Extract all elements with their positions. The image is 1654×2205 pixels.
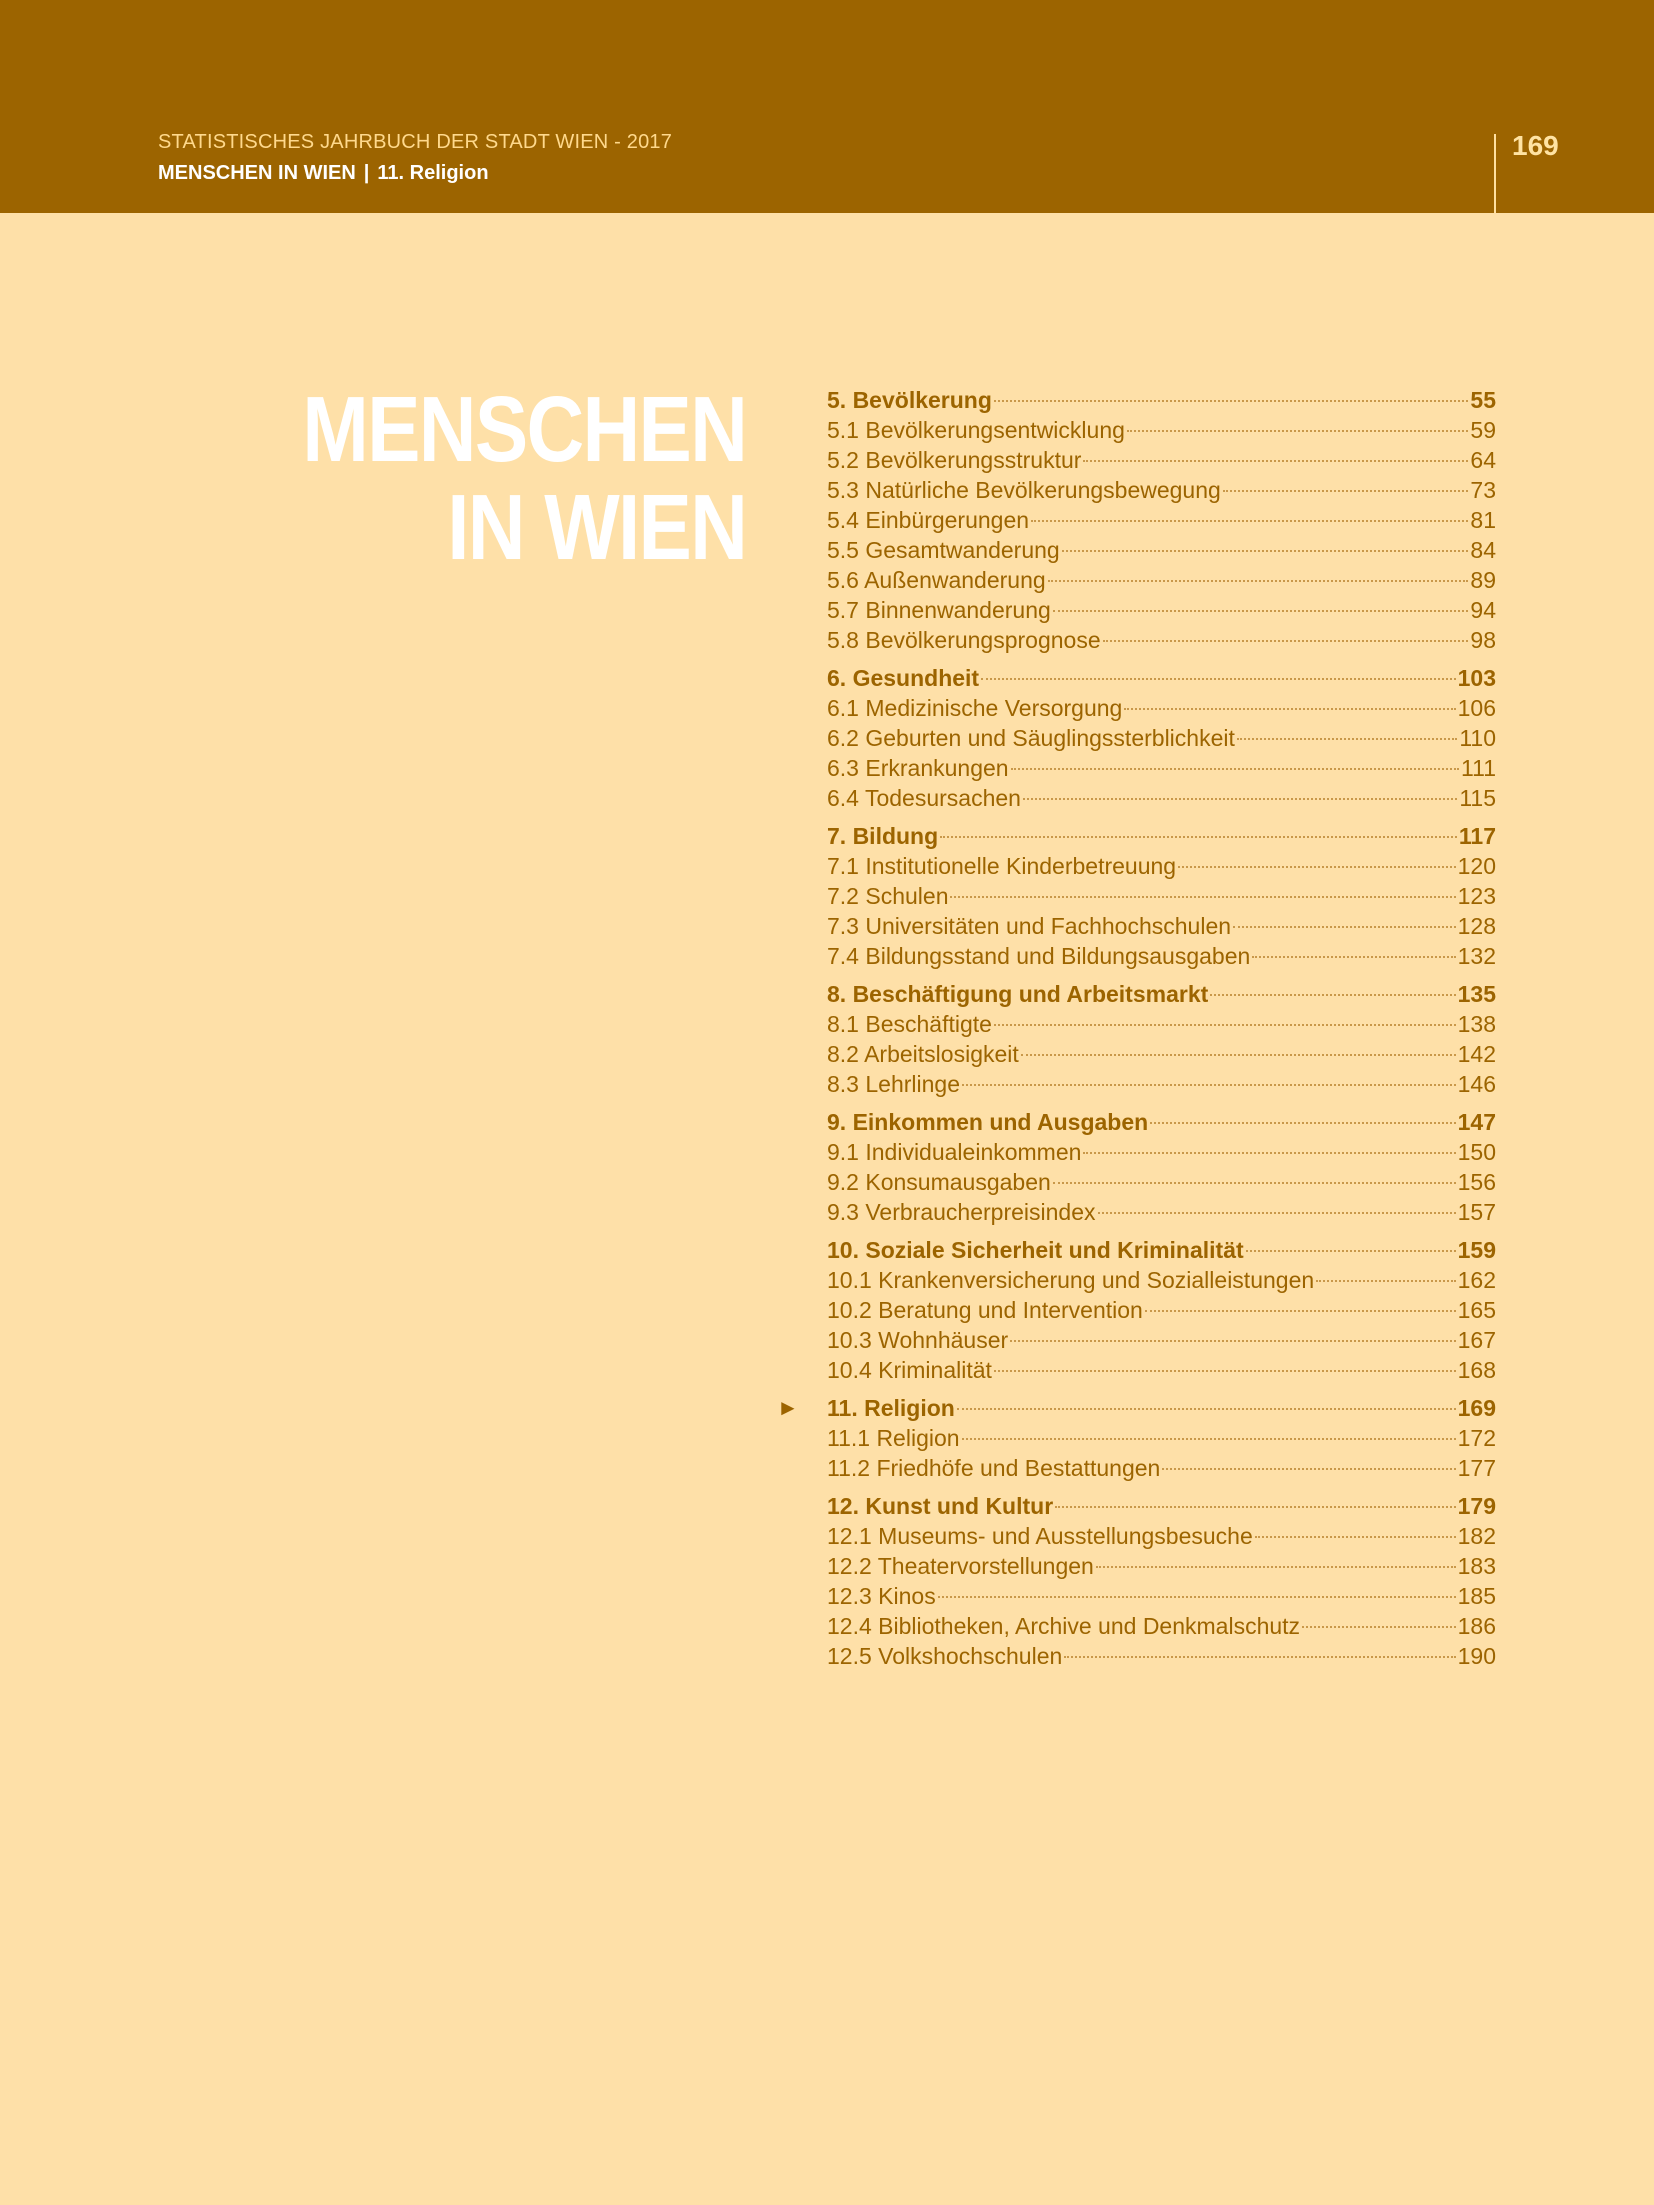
toc-entry-page: 59 xyxy=(1470,417,1496,443)
toc-subentry[interactable] xyxy=(827,625,1496,655)
dot-leader xyxy=(950,896,1455,898)
dot-leader xyxy=(1023,798,1457,800)
dot-leader xyxy=(1021,1054,1456,1056)
toc-entry-page: 128 xyxy=(1457,913,1496,939)
toc-chapter-group xyxy=(827,979,1496,1099)
toc-entry-page: 64 xyxy=(1470,447,1496,473)
dot-leader xyxy=(1316,1280,1455,1282)
toc-entry-page: 135 xyxy=(1457,981,1496,1007)
toc-entry-label: 5.6 Außenwanderung xyxy=(827,567,1046,593)
dot-leader xyxy=(1302,1626,1456,1628)
toc-chapter-entry[interactable] xyxy=(827,1491,1496,1521)
toc-subentry[interactable] xyxy=(827,535,1496,565)
toc-subentry[interactable] xyxy=(827,851,1496,881)
toc-entry-label: 12. Kunst und Kultur xyxy=(827,1493,1054,1519)
toc-entry-label: 5.7 Binnenwanderung xyxy=(827,597,1051,623)
toc-entry-label: 9.2 Konsumausgaben xyxy=(827,1169,1051,1195)
toc-entry-page: 157 xyxy=(1457,1199,1496,1225)
toc-entry-page: 110 xyxy=(1459,725,1496,751)
toc-subentry[interactable] xyxy=(827,1137,1496,1167)
toc-entry-label: 10.2 Beratung und Intervention xyxy=(827,1297,1143,1323)
toc-chapter-group xyxy=(827,1107,1496,1227)
toc-subentry[interactable] xyxy=(827,1611,1496,1641)
toc-entry-page: 182 xyxy=(1457,1523,1496,1549)
toc-chapter-group xyxy=(827,1491,1496,1671)
toc-subentry[interactable] xyxy=(827,1039,1496,1069)
toc-entry-page: 162 xyxy=(1457,1267,1496,1293)
toc-subentry[interactable] xyxy=(827,1551,1496,1581)
table-of-contents xyxy=(777,385,1496,1679)
dot-leader xyxy=(1255,1536,1456,1538)
toc-entry-label: 11.1 Religion xyxy=(827,1425,960,1451)
toc-entry-label: 12.4 Bibliotheken, Archive und Denkmalschutz xyxy=(827,1613,1301,1639)
toc-entry-page: 159 xyxy=(1457,1237,1496,1263)
dot-leader xyxy=(940,836,1457,838)
toc-entry-label: 10.1 Krankenversicherung und Sozialleistungen xyxy=(827,1267,1315,1293)
toc-chapter-entry[interactable] xyxy=(827,1107,1496,1137)
toc-subentry[interactable] xyxy=(827,415,1496,445)
toc-entry-page: 185 xyxy=(1457,1583,1496,1609)
toc-entry-page: 117 xyxy=(1458,823,1496,849)
toc-entry-page: 81 xyxy=(1470,507,1496,533)
toc-entry-label: 7.1 Institutionelle Kinderbetreuung xyxy=(827,853,1177,879)
dot-leader xyxy=(1053,1182,1456,1184)
toc-entry-label: 10.3 Wohnhäuser xyxy=(827,1327,1009,1353)
toc-entry-label: 6.3 Erkrankungen xyxy=(827,755,1009,781)
toc-chapter-entry[interactable] xyxy=(827,1235,1496,1265)
toc-entry-page: 146 xyxy=(1457,1071,1496,1097)
toc-entry-page: 150 xyxy=(1457,1139,1496,1165)
toc-entry-label: 12.5 Volkshochschulen xyxy=(827,1643,1063,1669)
dot-leader xyxy=(1096,1566,1456,1568)
toc-entry-page: 183 xyxy=(1457,1553,1496,1579)
toc-entry-label: 6.1 Medizinische Versorgung xyxy=(827,695,1123,721)
section-title xyxy=(302,377,746,579)
toc-subentry[interactable] xyxy=(827,1069,1496,1099)
toc-entry-label: 5.5 Gesamtwanderung xyxy=(827,537,1060,563)
toc-subentry[interactable] xyxy=(827,1197,1496,1227)
dot-leader xyxy=(1233,926,1456,928)
section-title-line1: MENSCHEN xyxy=(302,377,746,481)
toc-entry-label: 7.3 Universitäten und Fachhochschulen xyxy=(827,913,1232,939)
toc-entry-label: 5.1 Bevölkerungsentwicklung xyxy=(827,417,1125,443)
breadcrumb-section: MENSCHEN IN WIEN xyxy=(158,162,356,184)
dot-leader xyxy=(1083,1152,1455,1154)
toc-subentry[interactable] xyxy=(827,753,1496,783)
dot-leader xyxy=(994,1024,1456,1026)
dot-leader xyxy=(1162,1468,1455,1470)
toc-subentry[interactable] xyxy=(827,783,1496,813)
toc-subentry[interactable] xyxy=(827,881,1496,911)
dot-leader xyxy=(1237,738,1457,740)
toc-entry-label: 9.1 Individualeinkommen xyxy=(827,1139,1082,1165)
toc-entry-page: 169 xyxy=(1457,1395,1496,1421)
toc-entry-page: 55 xyxy=(1470,387,1496,413)
toc-entry-page: 156 xyxy=(1457,1169,1496,1195)
toc-subentry[interactable] xyxy=(827,941,1496,971)
toc-subentry[interactable] xyxy=(827,723,1496,753)
current-chapter-arrow-icon: ► xyxy=(777,1395,799,1420)
dot-leader xyxy=(1145,1310,1456,1312)
toc-entry-page: 103 xyxy=(1457,665,1496,691)
toc-subentry[interactable] xyxy=(827,1521,1496,1551)
toc-subentry[interactable] xyxy=(827,565,1496,595)
dot-leader xyxy=(1048,580,1469,582)
toc-subentry[interactable] xyxy=(827,911,1496,941)
toc-entry-label: 9. Einkommen und Ausgaben xyxy=(827,1109,1149,1135)
breadcrumb-chapter: 11. Religion xyxy=(377,162,489,184)
toc-entry-label: 5.2 Bevölkerungsstruktur xyxy=(827,447,1082,473)
toc-subentry[interactable] xyxy=(827,1295,1496,1325)
dot-leader xyxy=(1031,520,1468,522)
toc-entry-page: 73 xyxy=(1470,477,1496,503)
dot-leader xyxy=(994,400,1469,402)
toc-entry-label: 8.3 Lehrlinge xyxy=(827,1071,960,1097)
toc-chapter-group xyxy=(827,1235,1496,1385)
dot-leader xyxy=(1252,956,1455,958)
toc-entry-label: 12.3 Kinos xyxy=(827,1583,936,1609)
toc-entry-page: 142 xyxy=(1457,1041,1496,1067)
toc-entry-label: 5.8 Bevölkerungsprognose xyxy=(827,627,1101,653)
toc-entry-page: 84 xyxy=(1470,537,1496,563)
toc-entry-page: 132 xyxy=(1457,943,1496,969)
toc-entry-page: 167 xyxy=(1457,1327,1496,1353)
toc-entry-label: 6. Gesundheit xyxy=(827,665,980,691)
toc-entry-label: 5.4 Einbürgerungen xyxy=(827,507,1030,533)
dot-leader xyxy=(962,1084,1456,1086)
toc-entry-page: 177 xyxy=(1457,1455,1496,1481)
toc-entry-page: 94 xyxy=(1470,597,1496,623)
toc-entry-page: 123 xyxy=(1457,883,1496,909)
toc-subentry[interactable] xyxy=(827,1265,1496,1295)
toc-subentry[interactable] xyxy=(827,1167,1496,1197)
dot-leader xyxy=(1127,430,1469,432)
toc-chapter-group xyxy=(777,1393,1496,1483)
toc-entry-page: 186 xyxy=(1457,1613,1496,1639)
toc-entry-page: 147 xyxy=(1457,1109,1496,1135)
page-number: 169 xyxy=(1512,130,1559,161)
toc-subentry[interactable] xyxy=(827,1453,1496,1483)
dot-leader xyxy=(1223,490,1469,492)
toc-entry-label: 10.4 Kriminalität xyxy=(827,1357,992,1383)
dot-leader xyxy=(1062,550,1469,552)
dot-leader xyxy=(981,678,1456,680)
toc-subentry[interactable] xyxy=(827,1355,1496,1385)
toc-chapter-entry[interactable] xyxy=(827,979,1496,1009)
toc-entry-label: 7. Bildung xyxy=(827,823,939,849)
toc-chapter-entry[interactable] xyxy=(827,821,1496,851)
dot-leader xyxy=(1053,610,1469,612)
toc-entry-page: 111 xyxy=(1461,755,1496,781)
toc-entry-label: 11. Religion xyxy=(827,1395,955,1421)
toc-entry-label: 6.4 Todesursachen xyxy=(827,785,1021,811)
toc-entry-page: 89 xyxy=(1470,567,1496,593)
dot-leader xyxy=(1124,708,1455,710)
toc-subentry[interactable] xyxy=(827,445,1496,475)
publication-title: STATISTISCHES JAHRBUCH DER STADT WIEN - 2017 xyxy=(158,131,673,153)
toc-entry-label: 8. Beschäftigung und Arbeitsmarkt xyxy=(827,981,1209,1007)
toc-entry-label: 5. Bevölkerung xyxy=(827,387,992,413)
toc-entry-page: 168 xyxy=(1457,1357,1496,1383)
breadcrumb-separator: | xyxy=(363,162,370,184)
toc-entry-label: 12.1 Museums- und Ausstellungsbesuche xyxy=(827,1523,1253,1549)
dot-leader xyxy=(1246,1250,1456,1252)
toc-entry-label: 9.3 Verbraucherpreisindex xyxy=(827,1199,1096,1225)
toc-subentry[interactable] xyxy=(827,595,1496,625)
toc-subentry[interactable] xyxy=(827,1581,1496,1611)
section-title-line2: IN WIEN xyxy=(447,475,746,579)
toc-chapter-group xyxy=(827,385,1496,655)
dot-leader xyxy=(938,1596,1456,1598)
toc-entry-label: 6.2 Geburten und Säuglingssterblichkeit xyxy=(827,725,1235,751)
dot-leader xyxy=(957,1408,1456,1410)
toc-subentry[interactable] xyxy=(827,475,1496,505)
toc-entry-page: 115 xyxy=(1459,785,1496,811)
toc-entry-page: 106 xyxy=(1457,695,1496,721)
dot-leader xyxy=(1150,1122,1455,1124)
toc-entry-page: 179 xyxy=(1457,1493,1496,1519)
breadcrumb xyxy=(158,162,489,185)
dot-leader xyxy=(1010,1340,1455,1342)
dot-leader xyxy=(1178,866,1456,868)
toc-entry-label: 10. Soziale Sicherheit und Kriminalität xyxy=(827,1237,1244,1263)
dot-leader xyxy=(994,1370,1456,1372)
toc-chapter-group xyxy=(827,663,1496,813)
toc-subentry[interactable] xyxy=(827,693,1496,723)
toc-entry-label: 12.2 Theatervorstellungen xyxy=(827,1553,1094,1579)
toc-chapter-entry[interactable] xyxy=(827,385,1496,415)
toc-entry-label: 11.2 Friedhöfe und Bestattungen xyxy=(827,1455,1161,1481)
dot-leader xyxy=(1083,460,1468,462)
header-band xyxy=(0,0,1654,213)
toc-entry-page: 190 xyxy=(1457,1643,1496,1669)
toc-entry-page: 165 xyxy=(1457,1297,1496,1323)
dot-leader xyxy=(1103,640,1469,642)
toc-entry-label: 8.2 Arbeitslosigkeit xyxy=(827,1041,1019,1067)
dot-leader xyxy=(1011,768,1459,770)
toc-entry-page: 138 xyxy=(1457,1011,1496,1037)
dot-leader xyxy=(962,1438,1456,1440)
toc-entry-label: 8.1 Beschäftigte xyxy=(827,1011,992,1037)
dot-leader xyxy=(1055,1506,1455,1508)
toc-chapter-group xyxy=(827,821,1496,971)
toc-entry-label: 7.4 Bildungsstand und Bildungsausgaben xyxy=(827,943,1251,969)
toc-chapter-entry[interactable] xyxy=(777,1393,1496,1423)
toc-subentry[interactable] xyxy=(827,505,1496,535)
toc-subentry[interactable] xyxy=(827,1325,1496,1355)
header-divider xyxy=(1494,134,1496,213)
toc-subentry[interactable] xyxy=(827,1009,1496,1039)
dot-leader xyxy=(1210,994,1455,996)
toc-entry-page: 98 xyxy=(1470,627,1496,653)
dot-leader xyxy=(1064,1656,1455,1658)
toc-entry-page: 172 xyxy=(1457,1425,1496,1451)
toc-subentry[interactable] xyxy=(827,1423,1496,1453)
toc-entry-page: 120 xyxy=(1457,853,1496,879)
toc-chapter-entry[interactable] xyxy=(827,663,1496,693)
dot-leader xyxy=(1098,1212,1456,1214)
toc-subentry[interactable] xyxy=(827,1641,1496,1671)
toc-entry-label: 7.2 Schulen xyxy=(827,883,949,909)
toc-entry-label: 5.3 Natürliche Bevölkerungsbewegung xyxy=(827,477,1221,503)
